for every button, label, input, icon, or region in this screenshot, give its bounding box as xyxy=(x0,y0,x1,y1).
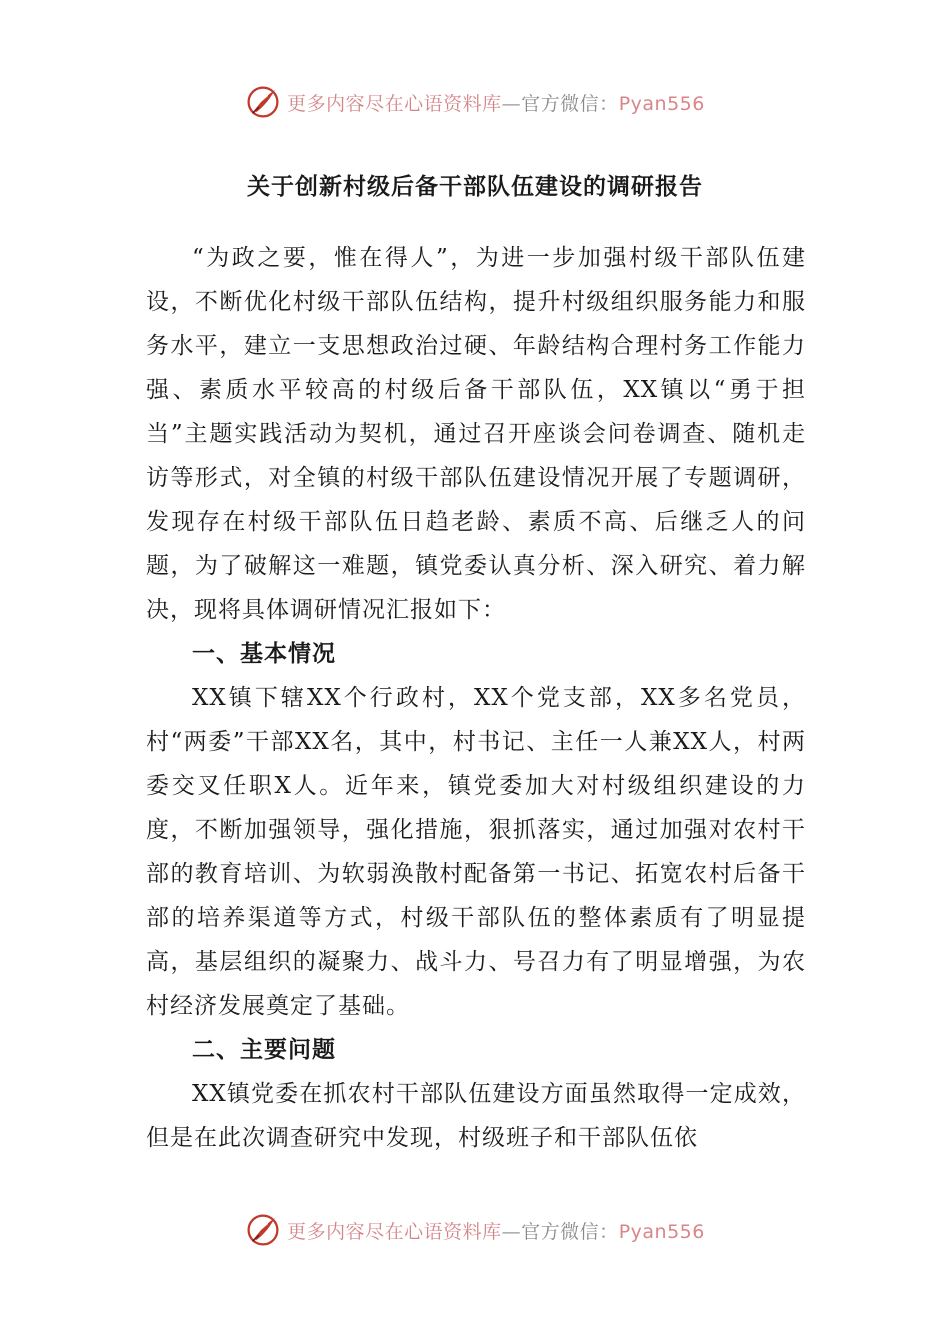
watermark-site: 更多内容尽在心语资料库 xyxy=(287,92,502,115)
section-body-basic: XX镇下辖XX个行政村，XX个党支部，XX多名党员，村“两委”干部XX名，其中，村书记、主任一人兼XX人，村两委交叉任职X人。近年来，镇党委加大对村级组织建设的力度，不断加强领导，强化措施，狠抓落实，通过加强对农村干部的教育培训、为软弱涣散村配备第一书记、拓宽农村后备干部的培养渠道等方式，村级干部队伍的整体素质有了明显提高，基层组织的凝聚力、战斗力、号召力有了明显增强，为农村经济发展奠定了基础。 xyxy=(146,685,806,1019)
document-title: 关于创新村级后备干部队伍建设的调研报告 xyxy=(247,174,703,200)
watermark-id: Pyan556 xyxy=(618,1220,705,1243)
quill-logo-icon xyxy=(245,84,281,120)
document-body xyxy=(146,236,806,1160)
header-watermark xyxy=(0,80,950,124)
section-heading-problems: 二、主要问题 xyxy=(192,1037,336,1063)
watermark-dash: — xyxy=(501,92,522,115)
watermark-site: 更多内容尽在心语资料库 xyxy=(287,1220,502,1243)
section-body-problems: XX镇党委在抓农村干部队伍建设方面虽然取得一定成效，但是在此次调查研究中发现，村级班子和干部队伍依 xyxy=(146,1081,806,1151)
watermark-label: 官方微信： xyxy=(521,92,619,115)
watermark-inner xyxy=(245,80,705,124)
watermark-text xyxy=(287,89,705,116)
watermark-dash: — xyxy=(501,1220,522,1243)
watermark-inner xyxy=(245,1208,705,1252)
intro-paragraph: “为政之要，惟在得人”，为进一步加强村级干部队伍建设，不断优化村级干部队伍结构，提升村级组织服务能力和服务水平，建立一支思想政治过硬、年龄结构合理村务工作能力强、素质水平较高的村级后备干部队伍，XX镇以“勇于担当”主题实践活动为契机，通过召开座谈会问卷调查、随机走访等形式，对全镇的村级干部队伍建设情况开展了专题调研，发现存在村级干部队伍日趋老龄、素质不高、后继乏人的问题，为了破解这一难题，镇党委认真分析、深入研究、着力解决，现将具体调研情况汇报如下： xyxy=(146,245,806,623)
section-heading-basic: 一、基本情况 xyxy=(192,641,336,667)
quill-logo-icon xyxy=(245,1212,281,1248)
footer-watermark xyxy=(0,1208,950,1252)
watermark-id: Pyan556 xyxy=(618,92,705,115)
watermark-label: 官方微信： xyxy=(521,1220,619,1243)
watermark-text xyxy=(287,1217,705,1244)
